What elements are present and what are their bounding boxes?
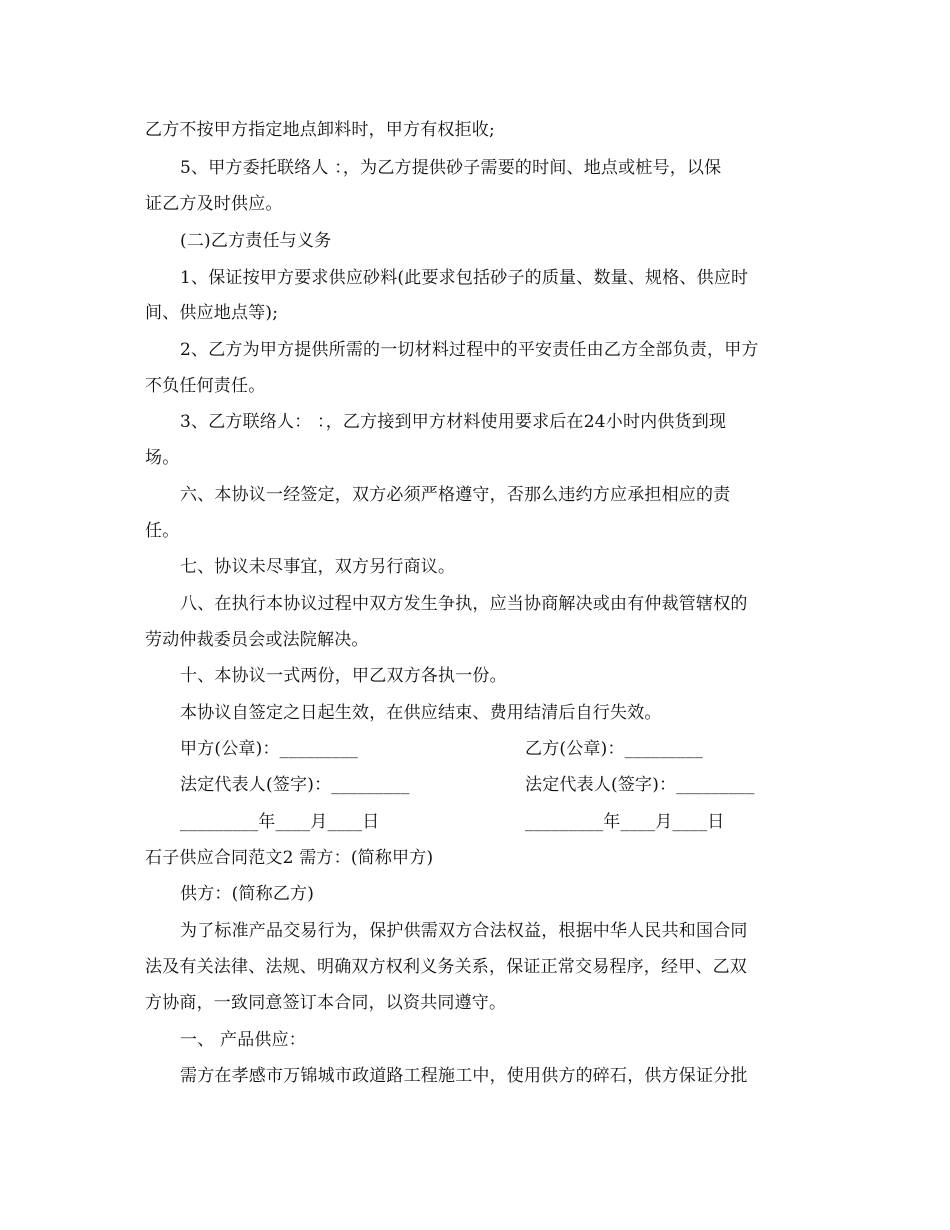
paragraph-line: 3、乙方联络人： ：，乙方接到甲方材料使用要求后在24小时内供货到现 (180, 412, 727, 432)
party-b-seal: 乙方(公章)：_________ (525, 739, 703, 759)
party-a-seal: 甲方(公章)：_________ (180, 739, 358, 759)
party-b-representative: 法定代表人(签字)：_________ (525, 775, 755, 795)
paragraph-line: 1、保证按甲方要求供应砂料(此要求包括砂子的质量、数量、规格、供应时 (180, 268, 749, 288)
paragraph-line: 证乙方及时供应。 (145, 194, 283, 214)
section-heading: 一、 产品供应： (180, 1030, 307, 1050)
paragraph-line: 间、供应地点等); (145, 303, 279, 323)
paragraph-line: 方协商，一致同意签订本合同，以资共同遵守。 (145, 993, 507, 1013)
paragraph-line: 本协议自签定之日起生效，在供应结束、费用结清后自行失效。 (180, 703, 662, 723)
paragraph-line: 5、甲方委托联络人 ：，为乙方提供砂子需要的时间、地点或桩号，以保 (180, 158, 722, 178)
paragraph-line: 七、协议未尽事宜，双方另行商议。 (180, 557, 456, 577)
paragraph-line: 场。 (145, 448, 180, 468)
paragraph-line: 需方在孝感市万锦城市政道路工程施工中，使用供方的碎石，供方保证分批 (180, 1066, 748, 1086)
paragraph-line: 法及有关法律、法规、明确双方权利义务关系，保证正常交易程序，经甲、乙双 (145, 957, 747, 977)
paragraph-line: 供方：(简称乙方) (180, 884, 315, 904)
party-a-representative: 法定代表人(签字)：_________ (180, 775, 410, 795)
contract-title: 石子供应合同范文2 需方：(简称甲方) (145, 848, 434, 868)
party-a-date: _________年____月____日 (180, 812, 380, 832)
paragraph-line: 十、本协议一式两份，甲乙双方各执一份。 (180, 666, 507, 686)
paragraph-line: 六、本协议一经签定，双方必须严格遵守，否那么违约方应承担相应的责 (180, 485, 731, 505)
paragraph-line: 乙方不按甲方指定地点卸料时，甲方有权拒收; (145, 120, 495, 140)
paragraph-line: 为了标准产品交易行为，保护供需双方合法权益，根据中华人民共和国合同 (180, 921, 748, 941)
paragraph-line: 任。 (145, 521, 180, 541)
paragraph-line: 劳动仲裁委员会或法院解决。 (145, 630, 369, 650)
party-b-date: _________年____月____日 (525, 812, 725, 832)
paragraph-line: 2、乙方为甲方提供所需的一切材料过程中的平安责任由乙方全部负责，甲方 (180, 340, 759, 360)
paragraph-line: 不负任何责任。 (145, 376, 266, 396)
section-heading: (二)乙方责任与义务 (180, 231, 332, 251)
paragraph-line: 八、在执行本协议过程中双方发生争执，应当协商解决或由有仲裁管辖权的 (180, 594, 748, 614)
